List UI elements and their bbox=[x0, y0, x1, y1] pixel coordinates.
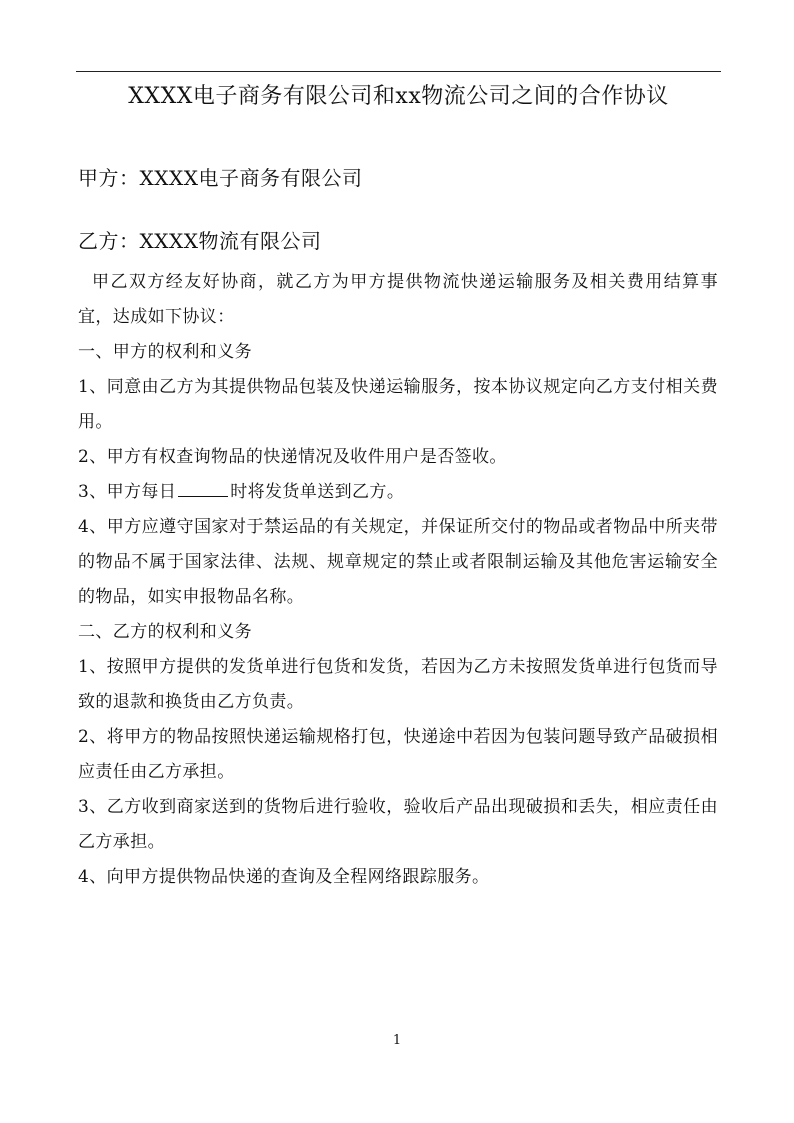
header-rule bbox=[76, 71, 721, 72]
section-2-item-2: 2、将甲方的物品按照快递运输规格打包，快递途中若因为包装问题导致产品破损相应责任由乙方承担。 bbox=[78, 727, 718, 782]
section-1-item-1: 1、同意由乙方为其提供物品包装及快递运输服务，按本协议规定向乙方支付相关费用。 bbox=[78, 377, 718, 432]
section-2-item-3: 3、乙方收到商家送到的货物后进行验收，验收后产品出现破损和丢失，相应责任由乙方承担。 bbox=[78, 797, 718, 852]
section-1-item-4: 4、甲方应遵守国家对于禁运品的有关规定，并保证所交付的物品或者物品中所夹带的物品不属于国家法律、法规、规章规定的禁止或者限制运输及其他危害运输安全的物品，如实申报物品名称。 bbox=[78, 517, 718, 607]
time-blank-field bbox=[178, 478, 228, 497]
party-a-line: 甲方：XXXX电子商务有限公司 bbox=[78, 166, 363, 190]
party-b-line: 乙方：XXXX物流有限公司 bbox=[78, 229, 322, 253]
section-1-item-2: 2、甲方有权查询物品的快递情况及收件用户是否签收。 bbox=[78, 447, 507, 467]
page-number: 1 bbox=[392, 1033, 402, 1048]
section-2-heading: 二、乙方的权利和义务 bbox=[78, 622, 252, 642]
section-2-item-1: 1、按照甲方提供的发货单进行包货和发货，若因为乙方未按照发货单进行包货而导致的退款和换货由乙方负责。 bbox=[78, 657, 718, 712]
section-1-item-3 bbox=[78, 475, 718, 510]
agreement-body bbox=[78, 265, 718, 895]
intro-paragraph: 甲乙双方经友好协商，就乙方为甲方提供物流快递运输服务及相关费用结算事宜，达成如下协议： bbox=[78, 272, 718, 327]
section-2-item-4: 4、向甲方提供物品快递的查询及全程网络跟踪服务。 bbox=[78, 867, 490, 887]
document-title: XXXX电子商务有限公司和xx物流公司之间的合作协议 bbox=[128, 84, 669, 109]
section-1-item-3-after: 时将发货单送到乙方。 bbox=[230, 482, 405, 502]
section-1-item-3-before: 3、甲方每日 bbox=[78, 482, 177, 502]
section-1-heading: 一、甲方的权利和义务 bbox=[78, 342, 252, 362]
